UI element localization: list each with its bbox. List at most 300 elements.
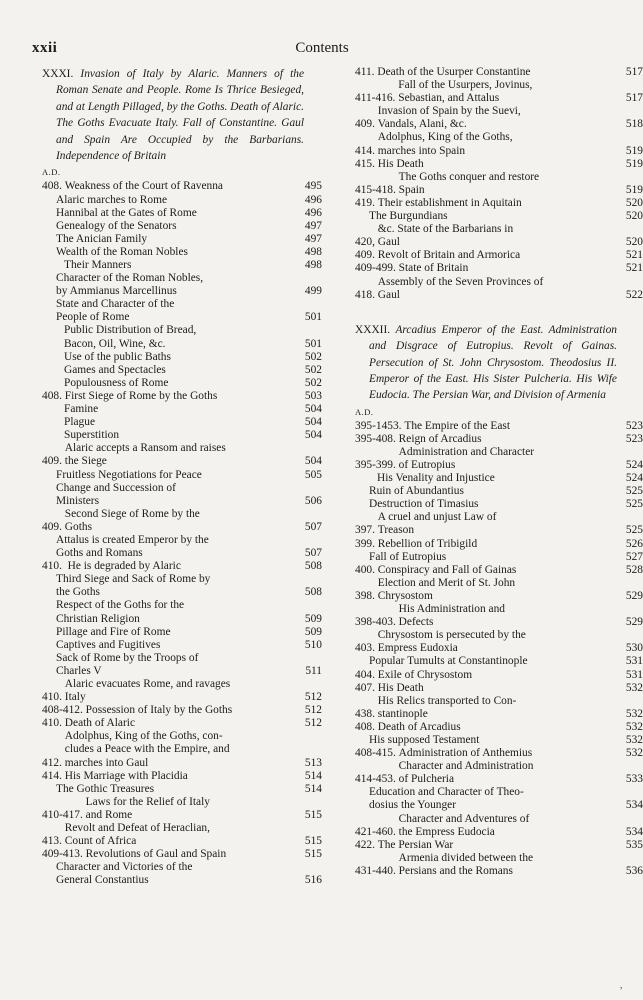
toc-entry <box>355 655 643 668</box>
entry-date: 411-416. <box>355 92 399 105</box>
entry-page-number: 519 <box>625 144 643 157</box>
entry-title-line: Treason <box>377 524 415 537</box>
entry-title-line: Revolutions of Gaul and Spain <box>85 848 227 861</box>
entry-title-line: Invasion of Spain by the Suevi, <box>377 105 521 118</box>
entry-title-line: Character and Victories of the <box>56 861 193 874</box>
entry-title <box>378 839 617 852</box>
entry-title-line: Assembly of the Seven Provinces of <box>377 275 544 288</box>
entry-title-line: Alaric marches to Rome <box>56 193 168 206</box>
entry-page-number: 510 <box>304 638 322 651</box>
entry-title-line: Laws for the Relief of Italy <box>85 795 210 808</box>
entry-title-line: the Goths <box>56 586 100 599</box>
toc-entry <box>42 389 322 403</box>
entry-title-line: Character of the Roman Nobles, <box>56 272 204 285</box>
entry-title-line: His Death <box>377 681 424 694</box>
entry-title-line: Persians and the Romans <box>398 864 513 877</box>
toc-entry <box>42 704 322 717</box>
toc-entry <box>355 629 643 655</box>
entry-page-number: 532 <box>625 747 643 760</box>
toc-entry <box>355 563 643 577</box>
entry-page-number: 517 <box>625 92 643 105</box>
entry-page-number: 507 <box>304 520 322 533</box>
toc-entry <box>42 416 322 429</box>
entry-title-line: Vandals, Alani, &c. <box>377 118 467 131</box>
toc-entry <box>355 262 643 275</box>
toc-entry <box>355 210 643 223</box>
chapter-heading <box>355 322 617 404</box>
entry-page-number: 531 <box>625 668 643 681</box>
entry-page-number: 525 <box>625 498 643 511</box>
entry-title <box>399 433 617 446</box>
entry-title-line: Famine <box>64 403 99 416</box>
entry-title <box>369 655 617 668</box>
entry-list <box>42 180 322 887</box>
chapter-number: XXXI. <box>42 68 74 80</box>
entry-page-number: 497 <box>304 232 322 245</box>
entry-title-line: Exile of Chrysostom <box>377 668 473 681</box>
entry-title-line: Fall of Eutropius <box>369 550 447 563</box>
entry-page-number: 503 <box>304 389 322 402</box>
toc-entry <box>355 720 643 734</box>
toc-entry <box>42 429 322 442</box>
entry-title-line: Plague <box>64 416 96 429</box>
entry-date: 409-413. <box>42 848 86 861</box>
entry-title-line: Bacon, Oil, Wine, &c. <box>64 337 166 350</box>
entry-title-line: Conspiracy and Fall of Gainas <box>377 563 517 576</box>
entry-title-line: The Burgundians <box>369 210 448 223</box>
entry-title-line: Populousness of Rome <box>64 376 169 389</box>
toc-entry <box>355 812 643 839</box>
entry-title-line: Change and Succession of <box>56 481 176 494</box>
entry-title-line: General Constantius <box>56 874 149 887</box>
entry-title-line: Character and Adventures of <box>398 812 530 825</box>
running-title: Contents <box>295 40 349 56</box>
entry-date: 415. <box>355 157 378 170</box>
entry-page-number: 514 <box>304 782 322 795</box>
toc-entry <box>355 694 643 721</box>
entry-date: 398-403. <box>355 616 399 629</box>
entry-title-line: Chrysostom <box>377 589 433 602</box>
entry-date: 411. <box>355 66 378 78</box>
entry-title <box>65 822 304 848</box>
entry-title <box>65 390 304 403</box>
entry-page-number: 533 <box>625 773 643 786</box>
entry-title-line: He is degraded by Alaric <box>67 560 181 573</box>
entry-title <box>64 324 304 350</box>
entry-list <box>355 66 643 302</box>
entry-page-number: 508 <box>304 560 322 573</box>
entry-title <box>399 813 617 839</box>
entry-title <box>65 717 304 730</box>
toc-entry <box>42 848 322 861</box>
entry-page-number: 525 <box>625 485 643 498</box>
entry-title <box>64 416 304 429</box>
entry-date: 395-1453. <box>355 419 405 432</box>
entry-title <box>399 852 617 878</box>
toc-entry <box>355 747 643 760</box>
entry-page-number: 498 <box>304 259 322 271</box>
toc-entry <box>42 782 322 796</box>
entry-page-number: 499 <box>304 285 322 298</box>
entry-title <box>56 652 304 678</box>
entry-title <box>369 485 617 498</box>
entry-title <box>378 669 617 682</box>
entry-page-number: 520 <box>625 236 643 249</box>
entry-title-line: Spain <box>398 183 425 196</box>
toc-entry <box>42 468 322 482</box>
entry-title-line: Alaric accepts a Ransom and raises <box>64 442 226 455</box>
entry-page-number: 502 <box>304 376 322 389</box>
entry-page-number: 535 <box>625 838 643 851</box>
entry-title <box>56 573 304 599</box>
entry-title-line: Death of Arcadius <box>377 720 461 733</box>
ad-label: A.D. <box>355 406 374 417</box>
toc-entry <box>355 223 643 249</box>
entry-title <box>56 482 304 508</box>
entry-title <box>64 351 304 364</box>
entry-title-line: Possession of Italy by the Goths <box>85 704 233 717</box>
entry-date: 404. <box>355 668 378 681</box>
entry-page-number: 513 <box>304 756 322 769</box>
entry-title <box>56 298 304 324</box>
entry-title-line: Captives and Fugitives <box>56 638 161 651</box>
entry-title <box>86 704 304 717</box>
toc-entry <box>355 511 643 537</box>
entry-page-number: 524 <box>625 459 643 471</box>
entry-page-number: 507 <box>304 547 322 560</box>
toc-entry <box>355 157 643 171</box>
chapter-summary: Arcadius Emperor of the East. Administration and Disgrace of Eutropius. Revolt of Gainas. Persecution of St. John Chrysostom. Theodosius II. Emperor of the East. His Sister Pulcheria. His Wife Eudocia. The Persian War, and Division of Armenia <box>369 323 617 402</box>
entry-title-line: Alaric evacuates Rome, and ravages <box>64 678 231 690</box>
entry-page-number: 502 <box>304 350 322 363</box>
entry-title <box>65 180 304 193</box>
toc-entry <box>42 245 322 259</box>
entry-title-line: Goths <box>64 520 92 533</box>
entry-page-number: 501 <box>304 337 322 350</box>
entry-title-line: Election and Merit of St. John <box>377 576 516 589</box>
entry-title-line: His Relics transported to Con- <box>377 694 517 707</box>
toc-entry <box>42 206 322 220</box>
entry-page-number: 518 <box>625 118 643 131</box>
entry-title-line: Defects <box>398 616 434 629</box>
toc-entry <box>355 786 643 812</box>
toc-entry <box>42 638 322 652</box>
toc-entry <box>355 537 643 551</box>
toc-entry <box>42 232 322 246</box>
entry-date: 413. <box>42 835 65 848</box>
entry-title-line: Sack of Rome by the Troops of <box>56 651 199 664</box>
toc-entry <box>42 350 322 364</box>
entry-page-number: 501 <box>304 311 322 324</box>
entry-title-line: Genealogy of the Senators <box>56 219 177 232</box>
toc-entry <box>42 298 322 324</box>
toc-entry <box>355 603 643 629</box>
toc-entry <box>355 681 643 695</box>
entry-title-line: Charles V <box>56 664 102 677</box>
entry-title-line: the Siege <box>64 455 107 468</box>
toc-entry <box>42 573 322 599</box>
entry-title <box>56 207 304 220</box>
entry-title-line: Ministers <box>56 494 100 507</box>
entry-title-line: People of Rome <box>56 311 130 324</box>
entry-title <box>378 158 617 171</box>
entry-page-number: 529 <box>625 589 643 602</box>
entry-page-number: 496 <box>304 206 322 219</box>
entry-title-line: Weakness of the Court of Ravenna <box>64 180 223 193</box>
entry-title-line: Pillage and Fire of Rome <box>56 625 171 638</box>
entry-list <box>355 419 643 878</box>
entry-title-line: Gaul <box>377 288 400 301</box>
toc-entry <box>355 760 643 786</box>
entry-title-line: Character and Administration <box>398 760 534 773</box>
entry-title <box>65 508 304 534</box>
entry-page-number: 512 <box>304 691 322 704</box>
left-column <box>42 66 322 888</box>
toc-entry <box>42 376 322 390</box>
entry-title <box>369 786 617 812</box>
entry-title <box>399 603 617 629</box>
entry-title <box>65 678 304 704</box>
entry-page-number: 528 <box>625 563 643 576</box>
entry-page-number: 498 <box>304 245 322 258</box>
entry-title-line: stantinople <box>377 707 428 720</box>
entry-title <box>56 639 304 652</box>
entry-title <box>56 599 304 625</box>
entry-title-line: The Gothic Treasures <box>56 782 155 795</box>
entry-title <box>369 498 617 511</box>
entry-title <box>56 783 304 796</box>
entry-page-number: 534 <box>625 825 643 838</box>
entry-title <box>378 223 617 249</box>
entry-title-line: &c. State of the Barbarians in <box>377 223 514 236</box>
entry-date: 410. <box>42 560 68 573</box>
entry-title-line: Italy <box>64 691 86 704</box>
entry-title <box>56 220 304 233</box>
entry-date: 395-399. <box>355 459 399 471</box>
toc-entry <box>42 324 322 350</box>
entry-title-line: Ruin of Abundantius <box>369 485 464 498</box>
entry-page-number: 516 <box>304 874 322 887</box>
toc-entry <box>42 678 322 704</box>
entry-page-number: 496 <box>304 193 322 206</box>
entry-title <box>378 131 617 157</box>
entry-title-line: His Venality and Injustice <box>377 472 495 485</box>
entry-title <box>378 511 617 537</box>
entry-title <box>56 469 304 482</box>
entry-page-number: 514 <box>304 769 322 782</box>
entry-date: 438. <box>355 707 378 720</box>
entry-title-line: Public Distribution of Bread, <box>64 324 197 337</box>
entry-title-line: Respect of the Goths for the <box>56 599 185 612</box>
entry-page-number: 515 <box>304 835 322 848</box>
entry-title-line: His Death <box>377 157 424 170</box>
entry-page-number: 521 <box>625 262 643 275</box>
entry-title <box>56 246 304 259</box>
toc-entry <box>355 105 643 131</box>
toc-entry <box>355 196 643 210</box>
entry-date: 409. <box>355 118 378 131</box>
entry-title-line: Administration and Character <box>398 445 535 458</box>
entry-page-number: 495 <box>304 180 322 193</box>
chapter-heading <box>42 66 304 164</box>
print-mark: , <box>620 980 623 990</box>
entry-page-number: 519 <box>625 183 643 196</box>
entry-title <box>378 682 617 695</box>
toc-entry <box>42 272 322 298</box>
entry-page-number: 529 <box>625 616 643 629</box>
entry-page-number: 532 <box>625 720 643 733</box>
entry-title <box>86 796 304 822</box>
entry-title <box>378 564 617 577</box>
entry-title <box>378 538 617 551</box>
entry-title-line: Wealth of the Roman Nobles <box>56 245 188 258</box>
entry-title-line: Count of Africa <box>64 835 137 848</box>
toc-entry <box>355 485 643 498</box>
entry-title <box>65 730 304 769</box>
toc-entry <box>42 193 322 207</box>
entry-date: 409. <box>42 520 65 533</box>
entry-date: 410. <box>42 691 65 704</box>
entry-page-number: 517 <box>625 66 643 78</box>
entry-title-line: Death of the Usurper Constantine <box>377 66 531 78</box>
entry-title-line: Gaul <box>377 236 400 249</box>
entry-title-line: Fall of the Usurpers, Jovinus, <box>398 79 533 92</box>
entry-title <box>56 233 304 246</box>
entry-date: 420, <box>355 236 378 249</box>
entry-page-number: 526 <box>625 537 643 550</box>
entry-title-line: Attalus is created Emperor by the <box>56 533 209 546</box>
entry-title-line: State and Character of the <box>56 298 175 311</box>
entry-title <box>378 105 617 131</box>
entry-title <box>399 262 617 275</box>
entry-date: 399. <box>355 537 378 550</box>
toc-entry <box>355 131 643 157</box>
entry-title-line: the Empress Eudocia <box>398 825 495 838</box>
entry-title <box>56 272 304 298</box>
entry-title-line: Armenia divided between the <box>398 851 534 864</box>
entry-page-number: 525 <box>625 524 643 537</box>
toc-entry <box>355 851 643 878</box>
entry-title-line: and Rome <box>85 808 133 821</box>
toc-entry <box>42 730 322 769</box>
page-header <box>32 40 612 62</box>
toc-entry <box>42 861 322 887</box>
entry-title <box>399 760 617 786</box>
entry-page-number: 504 <box>304 416 322 429</box>
toc-entry <box>355 66 643 79</box>
entry-title-line: Adolphus, King of the Goths, con- <box>64 730 223 743</box>
entry-page-number: 515 <box>304 808 322 821</box>
entry-title <box>378 721 617 734</box>
toc-entry <box>42 769 322 783</box>
entry-title-line: by Ammianus Marcellinus <box>56 285 177 298</box>
entry-title-line: Education and Character of Theo- <box>369 786 524 799</box>
entry-date: 407. <box>355 681 378 694</box>
toc-entry <box>42 507 322 534</box>
toc-entry <box>355 432 643 446</box>
entry-title-line: The Empire of the East <box>404 419 511 432</box>
entry-date: 412. <box>42 756 65 769</box>
entry-title-line: of Eutropius <box>398 459 456 471</box>
toc-entry <box>355 419 643 433</box>
entry-title <box>64 364 304 377</box>
entry-title <box>369 551 617 564</box>
entry-title <box>378 197 617 210</box>
entry-date: 414-453. <box>355 773 399 786</box>
entry-page-number: 504 <box>304 403 322 416</box>
entry-title <box>369 734 617 747</box>
entry-date: 408. <box>355 720 378 733</box>
entry-date: 410-417. <box>42 808 86 821</box>
toc-entry <box>42 599 322 625</box>
entry-date: 403. <box>355 642 378 655</box>
entry-title <box>377 66 617 79</box>
entry-title-line: A cruel and unjust Law of <box>377 511 497 524</box>
right-column <box>355 66 643 878</box>
entry-title-line: Goths and Romans <box>56 547 143 560</box>
entry-title-line: Death of Alaric <box>64 717 135 730</box>
entry-title <box>404 420 617 433</box>
entry-date: 414. <box>355 144 378 157</box>
entry-title <box>378 629 617 655</box>
entry-title <box>64 377 304 390</box>
entry-date: 400. <box>355 563 378 576</box>
entry-page-number: 520 <box>625 196 643 209</box>
toc-entry <box>355 249 643 262</box>
toc-entry <box>42 822 322 848</box>
entry-page-number: 532 <box>625 733 643 746</box>
entry-page-number: 511 <box>305 664 322 677</box>
toc-entry <box>42 403 322 416</box>
entry-date: 408. <box>42 180 65 193</box>
entry-title-line: Adolphus, King of the Goths, <box>377 131 513 144</box>
entry-title <box>56 861 304 887</box>
entry-title-line: Sebastian, and Attalus <box>398 92 500 105</box>
entry-title-line: cludes a Peace with the Empire, and <box>64 743 230 756</box>
entry-page-number: 504 <box>304 429 322 442</box>
entry-page-number: 520 <box>625 210 643 223</box>
entry-title <box>64 429 304 442</box>
toc-entry <box>42 442 322 468</box>
entry-page-number: 502 <box>304 363 322 376</box>
toc-entry <box>355 445 643 472</box>
entry-page-number: 509 <box>304 612 322 625</box>
entry-title-line: Rebellion of Tribigild <box>377 537 478 550</box>
entry-title <box>64 259 304 272</box>
entry-title-line: His Administration and <box>398 603 505 616</box>
entry-title-line: Hannibal at the Gates of Rome <box>56 206 197 219</box>
page-folio: xxii <box>32 40 58 56</box>
entry-title-line: marches into Gaul <box>64 756 149 769</box>
entry-date: 414. <box>42 769 65 782</box>
entry-page-number: 534 <box>625 799 643 812</box>
entry-title-line: Second Siege of Rome by the <box>64 507 200 520</box>
toc-entry <box>42 219 322 233</box>
entry-title-line: Superstition <box>64 429 120 442</box>
entry-page-number: 536 <box>625 864 643 877</box>
entry-date: 422. <box>355 838 378 851</box>
entry-title <box>56 626 304 639</box>
entry-page-number: 512 <box>304 717 322 730</box>
toc-entry <box>355 79 643 105</box>
entry-title-line: Third Siege and Sack of Rome by <box>56 573 211 586</box>
entry-page-number: 524 <box>625 472 643 485</box>
entry-title-line: Fruitless Negotiations for Peace <box>56 468 202 481</box>
entry-title-line: First Siege of Rome by the Goths <box>64 389 218 402</box>
entry-title <box>64 403 304 416</box>
toc-entry <box>355 170 643 197</box>
entry-page-number: 521 <box>625 249 643 262</box>
